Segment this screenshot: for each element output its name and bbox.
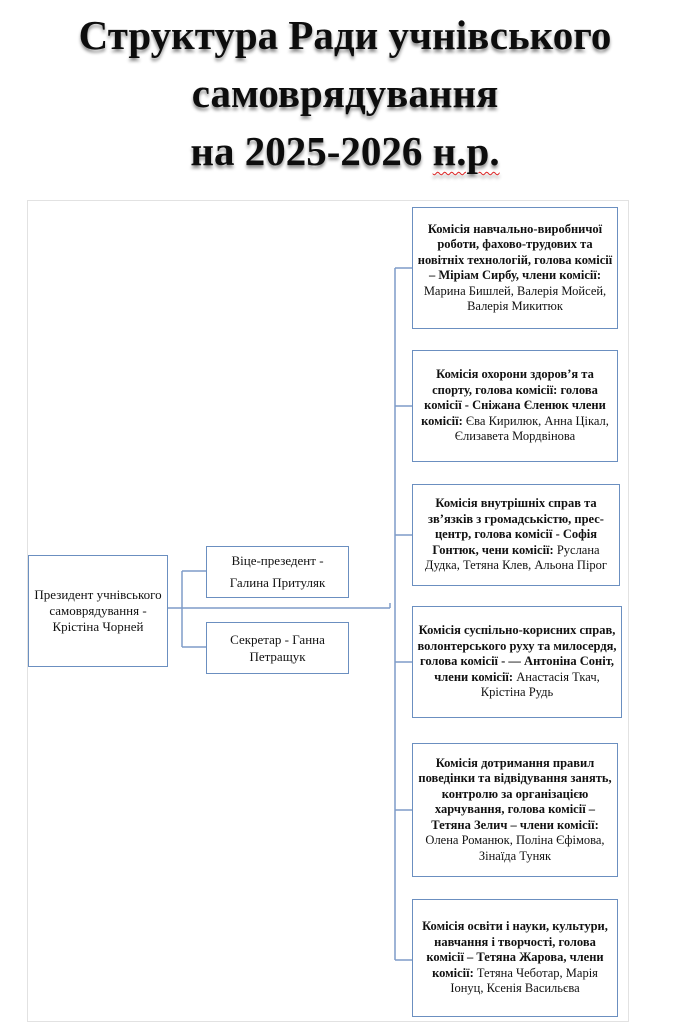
title-abbreviation: н.р. [432,128,500,174]
commission-members: Олена Романюк, Поліна Єфімова, Зінаїда Туняк [425,833,605,863]
title-line-1: Структура Ради учнівського [78,12,612,58]
title-year: на 2025-2026 [190,128,433,174]
commission-box [412,899,618,1017]
vice-president-box [206,546,349,598]
commission-title: Комісія внутрішніх справ та зв’язків з громадськістю, прес-центр, голова комісії - Софія Гонтюк, чени комісії: [428,496,604,557]
president-box [28,555,168,667]
vice-president-text: Віце-презедент - Галина Притуляк [229,553,326,590]
commission-members: Єва Кирилюк, Анна Цікал, Єлизавета Мордвінова [454,413,609,444]
commission-box [412,743,618,877]
commission-members: Тетяна Чеботар, Марія Іонуц, Ксенія Васильєва [450,965,598,996]
title-line-2: самоврядування [191,70,499,116]
commission-box [412,484,620,586]
commission-title: Комісія охорони здоров’я та спорту, голова комісії: голова комісії - Сніжана Єленюк члени комісії: [421,367,606,428]
commission-members: Руслана Дудка, Тетяна Клев, Альона Пірог [424,542,608,573]
president-text: Президент учнівського самоврядування - Крістіна Чорней [34,587,162,634]
commission-box [412,350,618,462]
commission-box [412,606,622,718]
commission-members: Анастасія Ткач, Крістіна Рудь [480,669,600,700]
commission-members: Марина Бишлей, Валерія Мойсей, Валерія Микитюк [423,283,607,313]
secretary-text: Секретар - Ганна Петращук [230,632,325,664]
commission-title: Комісія дотримання правил поведінки та відвідування занять, контролю за організацією харчування, голова комісії – Тетяна Зелич – члени комісії: [418,755,612,832]
commission-title: Комісія освіти і науки, культури, навчання і творчості, голова комісії – Тетяна Жарова, члени комісії: [422,919,608,980]
secretary-box [206,622,349,674]
commission-title: Комісія навчально-виробничої роботи, фахово-трудових та новітніх технологій, голова комісії – Міріам Сирбу, члени комісії: [417,221,613,282]
commission-box [412,207,618,329]
commission-title: Комісія суспільно-корисних справ, волонтерського руху та милосердя, голова комісії - — Антоніна Соніт, члени комісії: [417,623,617,684]
